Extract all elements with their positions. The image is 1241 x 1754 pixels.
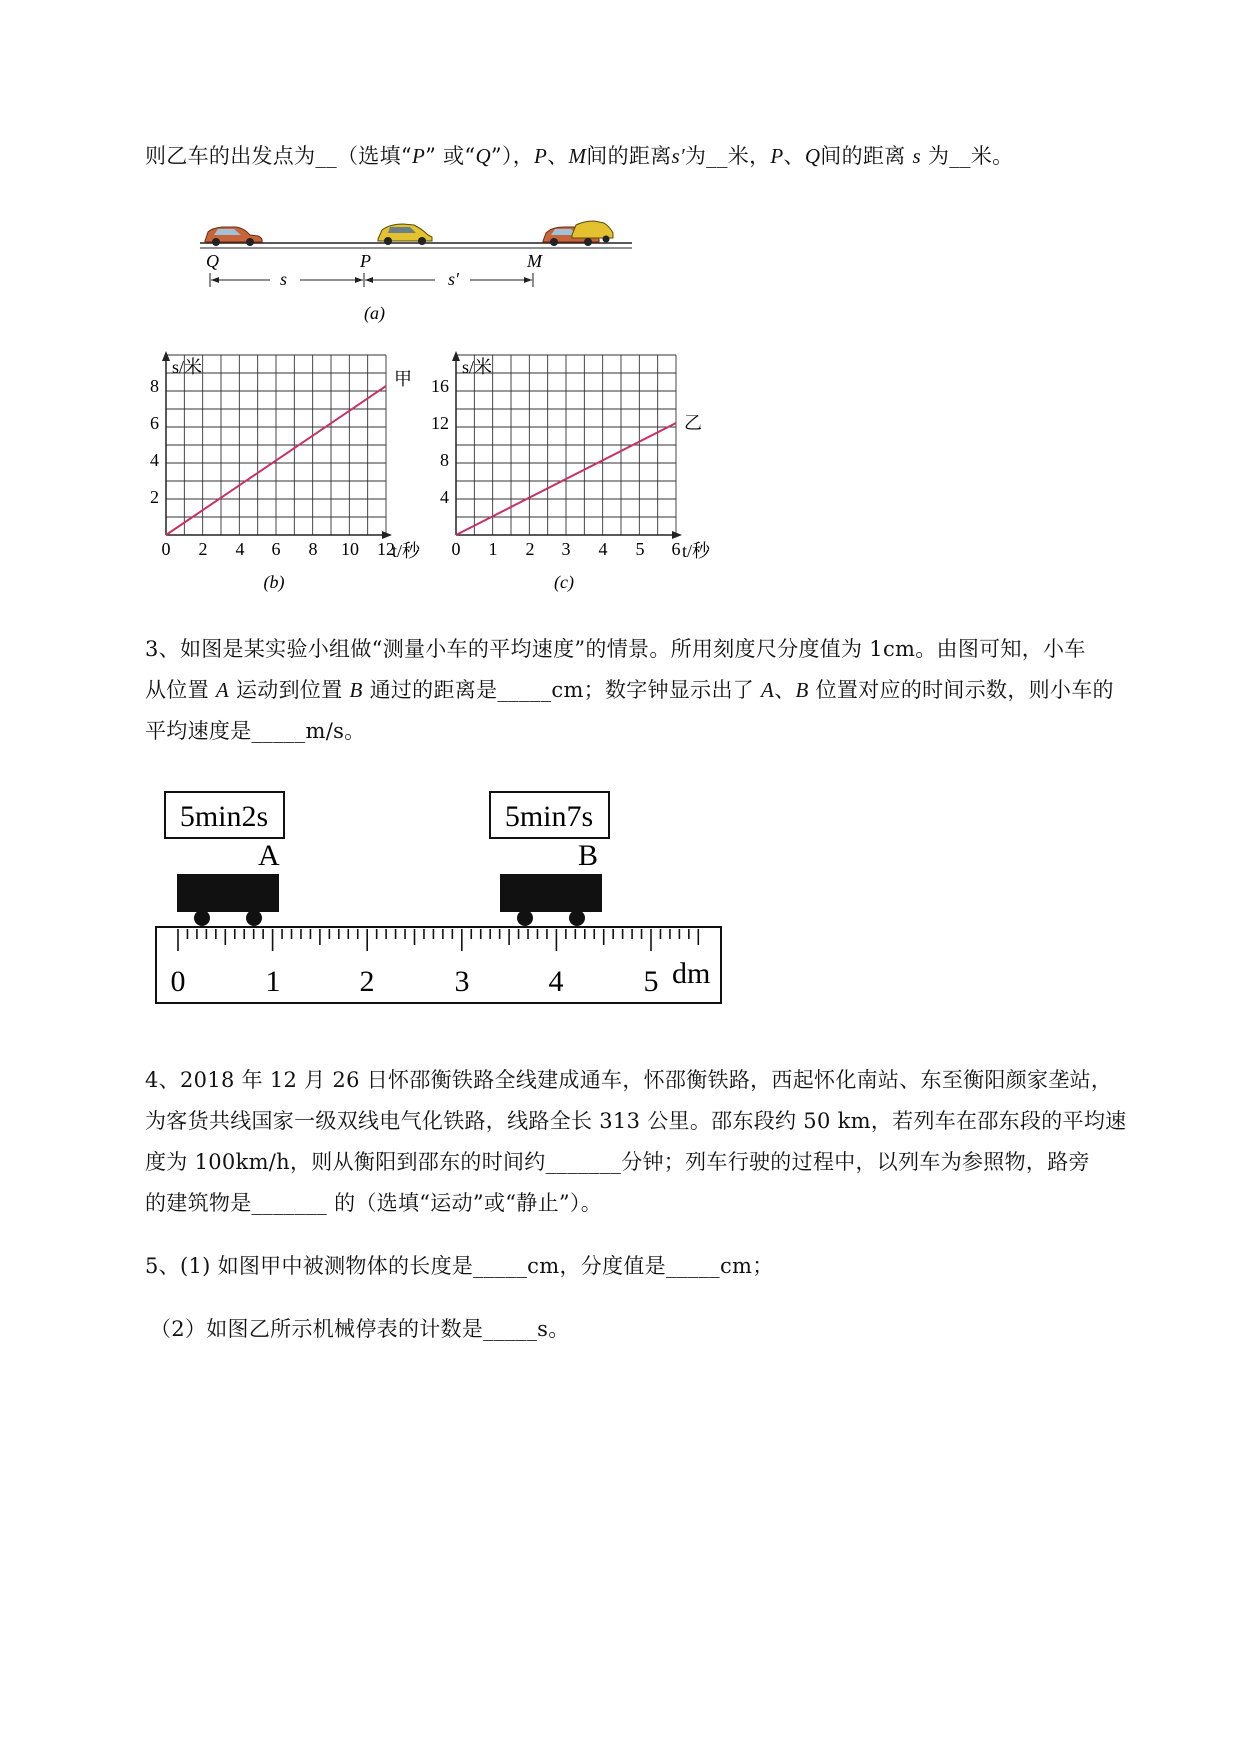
graph-c-ytick: 12 bbox=[431, 413, 449, 433]
graph-b-line-label: 甲 bbox=[394, 369, 412, 389]
ruler-body bbox=[156, 927, 721, 1003]
ruler-number: 1 bbox=[265, 965, 281, 998]
graph-c-ytick: 8 bbox=[440, 450, 449, 470]
label-a: A bbox=[258, 839, 280, 872]
q3-line-3: 平均速度是_____m/s。 bbox=[145, 719, 366, 743]
graph-c-xtick: 6 bbox=[671, 539, 681, 559]
q5-line-2: （2）如图乙所示机械停表的计数是_____s。 bbox=[150, 1317, 570, 1341]
figure-ruler bbox=[150, 790, 730, 1015]
ruler-number: 0 bbox=[170, 965, 186, 998]
q2-text: 则乙车的出发点为__（选填“P” 或“Q”），P、M间的距离s′为__米，P、Q间的距离 s 为__米。 bbox=[145, 144, 1014, 168]
graph-b-xlabel: t/秒 bbox=[392, 541, 421, 561]
figure-c-graph bbox=[430, 355, 730, 595]
graph-c-ytick: 16 bbox=[431, 376, 449, 396]
ruler-number: 2 bbox=[359, 965, 375, 998]
figure-b-graph bbox=[140, 355, 421, 595]
dist-s: s bbox=[280, 269, 288, 289]
label-p: P bbox=[360, 251, 371, 271]
ruler-number: 4 bbox=[548, 965, 564, 998]
graph-b-xtick: 2 bbox=[198, 539, 208, 559]
clock-b-text: 5min7s bbox=[504, 800, 594, 833]
dist-s-prime: s′ bbox=[448, 269, 459, 289]
caption-a: (a) bbox=[364, 303, 385, 323]
graph-c-line-label: 乙 bbox=[684, 413, 702, 433]
figure-a-road bbox=[200, 215, 640, 335]
graph-c-grid bbox=[456, 355, 676, 535]
graph-c-xtick: 2 bbox=[525, 539, 535, 559]
q4-line-1: 4、2018 年 12 月 26 日怀邵衡铁路全线建成通车，怀邵衡铁路，西起怀化南站、东至衡阳颜家垄站， bbox=[145, 1068, 1113, 1092]
q3-line-1: 3、如图是某实验小组做“测量小车的平均速度”的情景。所用刻度尺分度值为 1cm。由图可知，小车 bbox=[145, 637, 1086, 661]
graph-c-xtick: 1 bbox=[488, 539, 498, 559]
graph-b-ytick: 8 bbox=[150, 376, 159, 396]
ruler-number: 5 bbox=[643, 965, 659, 998]
label-b: B bbox=[578, 839, 599, 872]
q4-line-3: 度为 100km/h，则从衡阳到邵东的时间约_______分钟；列车行驶的过程中，以列车为参照物，路旁 bbox=[145, 1150, 1090, 1174]
ruler-number: 3 bbox=[454, 965, 470, 998]
graph-c-ylabel: s/米 bbox=[462, 357, 493, 377]
q5-line-1: 5、(1) 如图甲中被测物体的长度是_____cm，分度值是_____cm； bbox=[145, 1254, 774, 1278]
clock-a-text: 5min2s bbox=[179, 800, 269, 833]
q4-line-2: 为客货共线国家一级双线电气化铁路，线路全长 313 公里。邵东段约 50 km，若列车在邵东段的平均速 bbox=[145, 1109, 1127, 1133]
cart-a bbox=[177, 874, 279, 912]
graph-c-xtick: 4 bbox=[598, 539, 608, 559]
graph-c-xtick: 3 bbox=[561, 539, 571, 559]
graph-c-xtick: 5 bbox=[635, 539, 645, 559]
graph-b-ytick: 6 bbox=[150, 413, 159, 433]
caption-c: (c) bbox=[554, 572, 574, 592]
ruler-unit: dm bbox=[672, 957, 711, 990]
label-q: Q bbox=[206, 251, 219, 271]
graph-b-xtick: 6 bbox=[271, 539, 281, 559]
graph-b-xtick: 0 bbox=[161, 539, 171, 559]
car-p-icon bbox=[378, 224, 432, 245]
graph-b-ylabel: s/米 bbox=[172, 357, 203, 377]
label-m: M bbox=[527, 251, 542, 271]
graph-c-xtick: 0 bbox=[451, 539, 461, 559]
graph-b-xtick: 10 bbox=[341, 539, 359, 559]
q3-line-2: 从位置 A 运动到位置 B 通过的距离是_____cm；数字钟显示出了 A、B 位置对应的时间示数，则小车的 bbox=[145, 678, 1114, 702]
cart-b bbox=[500, 874, 602, 912]
graph-b-xtick: 12 bbox=[377, 539, 395, 559]
graph-c-ytick: 4 bbox=[440, 487, 449, 507]
graph-c-xlabel: t/秒 bbox=[682, 541, 711, 561]
graph-b-xtick: 4 bbox=[235, 539, 245, 559]
graph-b-xtick: 8 bbox=[308, 539, 318, 559]
caption-b: (b) bbox=[263, 572, 285, 592]
graph-b-grid bbox=[166, 355, 386, 535]
graph-b-ytick: 4 bbox=[150, 450, 159, 470]
graph-b-ytick: 2 bbox=[150, 487, 159, 507]
q4-line-4: 的建筑物是_______ 的（选填“运动”或“静止”）。 bbox=[145, 1191, 603, 1215]
